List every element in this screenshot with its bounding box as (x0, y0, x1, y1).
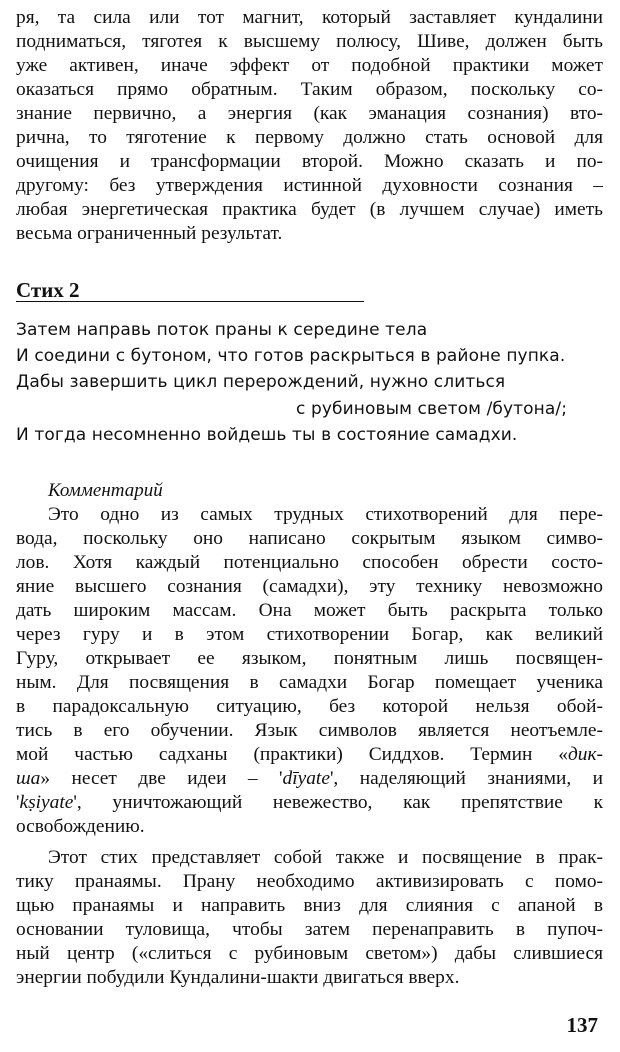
commentary-line: Это одно из самых трудных стихотворений для пере- (48, 504, 603, 525)
intro-line: любая энергетическая практика будет (в лучшем случае) иметь (16, 199, 603, 220)
commentary-line: щью пранаямы и направить вниз для слияния с апаной в (16, 895, 603, 916)
commentary-line: основании туловища, чтобы затем перенаправить в пупоч- (16, 919, 603, 940)
commentary-line: через гуру и в этом стихотворении Богар, как великий (16, 624, 603, 645)
verse-line: Затем направь поток праны к середине тела (16, 320, 428, 340)
verse-line: Дабы завершить цикл перерождений, нужно слиться (16, 372, 506, 392)
commentary-line (16, 791, 603, 815)
line-text: ' (16, 792, 20, 813)
page-number: 137 (566, 1013, 598, 1037)
line-text: ', уничтожающий невежество, как препятствие к (73, 792, 603, 813)
intro-line: оказаться прямо обратным. Таким образом, поскольку со- (16, 79, 603, 100)
commentary-line: тись в его обучении. Язык символов является неотъемле- (16, 720, 603, 741)
intro-line: знание первично, а энергия (как эманация сознания) вто- (16, 103, 603, 124)
term-diyate: dīyate (282, 768, 330, 789)
intro-line: очищения и трансформации второй. Можно сказать и по- (16, 151, 603, 172)
line-text: » несет две идеи – ' (40, 768, 283, 789)
commentary-line: ным. Для посвящения в самадхи Богар помещает ученика (16, 672, 603, 693)
line-text: мой частью садханы (практики) Сиддхов. Термин « (16, 744, 568, 765)
commentary-line: освобождению. (16, 816, 145, 837)
intro-line: ря, та сила или тот магнит, который заставляет кундалини (16, 7, 603, 28)
verse-line: И соедини с бутоном, что готов раскрыться в районе пупка. (16, 346, 566, 366)
commentary-line: ный центр («слиться с рубиновым светом») дабы слившиеся (16, 943, 603, 964)
commentary-line: вода, поскольку оно написано сокрытым языком симво- (16, 528, 603, 549)
commentary-line: тику пранаямы. Прану необходимо активизировать с помо- (16, 871, 603, 892)
term-diksha-part1: дик- (567, 744, 603, 765)
intro-line: подниматься, тяготея к высшему полюсу, Шиве, должен быть (16, 31, 603, 52)
commentary-line (16, 743, 603, 767)
intro-line: другому: без утверждения истинной духовности сознания – (16, 175, 603, 196)
commentary-line (16, 767, 603, 791)
term-diksha-part2: ша (16, 768, 41, 789)
intro-line: рична, то тяготение к первому должно стать основой для (16, 127, 603, 148)
section-heading: Стих 2 (16, 278, 80, 302)
intro-line: уже активен, иначе эффект от подобной практики может (16, 55, 603, 76)
heading-underline (16, 301, 364, 302)
commentary-line: яние высшего сознания (самадхи), эту технику невозможно (16, 576, 603, 597)
verse-line: с рубиновым светом /бутона/; (296, 399, 568, 419)
commentary-line: Гуру, открывает ее языком, понятным лишь посвящен- (16, 648, 603, 669)
intro-line: весьма ограниченный результат. (16, 223, 283, 244)
commentary-line: в парадоксальную ситуацию, без которой нельзя обой- (16, 696, 603, 717)
commentary-line: энергии побудили Кундалини-шакти двигаться вверх. (16, 967, 460, 988)
verse-line: И тогда несомненно войдешь ты в состояние самадхи. (16, 425, 518, 445)
commentary-line: Этот стих представляет собой также и посвящение в прак- (48, 847, 603, 868)
commentary-line: лов. Хотя каждый потенциально способен обрести состо- (16, 552, 603, 573)
line-text: ', наделяющий знаниями, и (329, 768, 603, 789)
commentary-line: дать широким массам. Она может быть раскрыта только (16, 600, 603, 621)
term-ksiyate: kṣiyate (19, 792, 74, 813)
commentary-heading: Комментарий (48, 480, 163, 501)
